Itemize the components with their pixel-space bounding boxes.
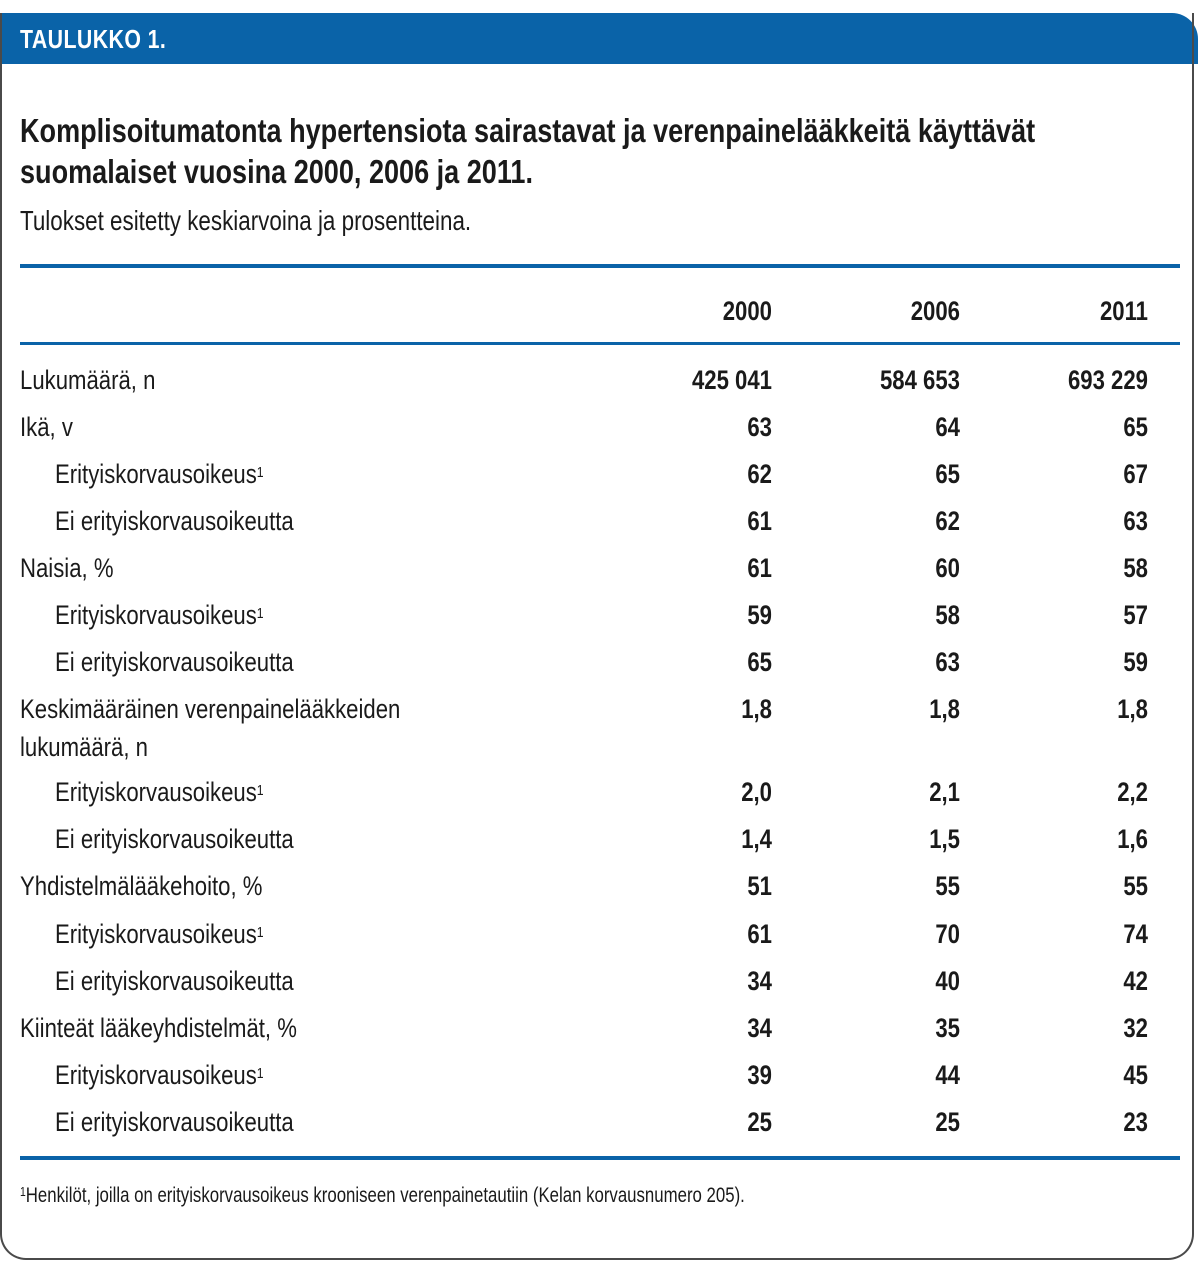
row-label: Erityiskorvausoikeus$^1$ <box>55 777 264 807</box>
footnote-marker: 1 <box>20 1184 26 1199</box>
table-row <box>0 868 1198 908</box>
cell-2011: 32 <box>1123 1013 1148 1043</box>
cell-2000: 61 <box>747 919 772 949</box>
cell-2011: 2,2 <box>1117 777 1148 807</box>
cell-2006: 35 <box>935 1013 960 1043</box>
footnote-marker: 1 <box>256 924 264 941</box>
cell-2011: 693 229 <box>1067 365 1148 395</box>
table-number-label: TAULUKKO 1. <box>20 24 167 54</box>
table-row <box>0 503 1198 543</box>
row-label: Keskimääräinen verenpainelääkkeiden <box>20 694 401 724</box>
column-header-row <box>0 293 1198 333</box>
top-rule <box>20 264 1180 268</box>
cell-2006: 62 <box>935 506 960 536</box>
cell-2000: 1,8 <box>741 694 772 724</box>
table-row <box>0 644 1198 684</box>
cell-2011: 55 <box>1123 871 1148 901</box>
row-label: Ei erityiskorvausoikeutta <box>55 647 294 677</box>
cell-2000: 2,0 <box>741 777 772 807</box>
cell-2000: 63 <box>747 412 772 442</box>
row-label: Kiinteät lääkeyhdistelmät, % <box>20 1013 297 1043</box>
cell-2011: 1,6 <box>1117 824 1148 854</box>
cell-2000: 1,4 <box>741 824 772 854</box>
row-label: Yhdistelmälääkehoito, % <box>20 871 263 901</box>
cell-2011: 57 <box>1123 600 1148 630</box>
cell-2006: 25 <box>935 1107 960 1137</box>
table-row <box>0 409 1198 449</box>
cell-2000: 34 <box>747 966 772 996</box>
table-row <box>0 821 1198 861</box>
row-label-continuation: lukumäärä, n <box>20 732 148 762</box>
cell-2006: 584 653 <box>879 365 960 395</box>
cell-2011: 74 <box>1123 919 1148 949</box>
cell-2011: 1,8 <box>1117 694 1148 724</box>
header-rule <box>20 342 1180 345</box>
table-row <box>0 774 1198 814</box>
cell-2011: 59 <box>1123 647 1148 677</box>
cell-2000: 51 <box>747 871 772 901</box>
table-title: Komplisoitumatonta hypertensiota sairastavat ja verenpainelääkkeitä käyttävät suomalaiset vuosina 2000, 2006 ja 2011. <box>20 112 1036 190</box>
table-subtitle: Tulokset esitetty keskiarvoina ja prosentteina. <box>20 205 472 236</box>
row-label: Erityiskorvausoikeus$^1$ <box>55 1060 264 1090</box>
cell-2000: 34 <box>747 1013 772 1043</box>
table-row <box>0 550 1198 590</box>
table-row <box>0 963 1198 1003</box>
row-label: Erityiskorvausoikeus$^1$ <box>55 600 264 630</box>
table-row <box>0 597 1198 637</box>
cell-2006: 60 <box>935 553 960 583</box>
table-row <box>0 691 1198 731</box>
cell-2006: 1,8 <box>929 694 960 724</box>
row-label: Ei erityiskorvausoikeutta <box>55 824 294 854</box>
column-header-2011: 2011 <box>1099 296 1148 326</box>
cell-2000: 25 <box>747 1107 772 1137</box>
cell-2011: 45 <box>1123 1060 1148 1090</box>
row-label: Lukumäärä, n <box>20 365 156 395</box>
footnote-text: Henkilöt, joilla on erityiskorvausoikeus krooniseen verenpainetautiin (Kelan korvausnumero 205). <box>25 1184 745 1207</box>
footnote-marker: 1 <box>256 1065 264 1082</box>
cell-2006: 63 <box>935 647 960 677</box>
table-row <box>0 1010 1198 1050</box>
cell-2000: 39 <box>747 1060 772 1090</box>
cell-2006: 44 <box>935 1060 960 1090</box>
row-label: Erityiskorvausoikeus$^1$ <box>55 459 264 489</box>
table-row <box>0 916 1198 956</box>
cell-2011: 42 <box>1123 966 1148 996</box>
footnote-marker: 1 <box>256 605 264 622</box>
cell-2000: 62 <box>747 459 772 489</box>
cell-2006: 58 <box>935 600 960 630</box>
cell-2011: 23 <box>1123 1107 1148 1137</box>
cell-2000: 65 <box>747 647 772 677</box>
table-row <box>0 1104 1198 1144</box>
table-footnote <box>20 1184 745 1208</box>
footnote-marker: 1 <box>256 464 264 481</box>
row-label: Ikä, v <box>20 412 73 442</box>
table-row <box>0 362 1198 402</box>
row-label: Naisia, % <box>20 553 114 583</box>
footnote-marker: 1 <box>256 782 264 799</box>
cell-2000: 61 <box>747 553 772 583</box>
cell-2006: 1,5 <box>929 824 960 854</box>
cell-2011: 65 <box>1123 412 1148 442</box>
row-label: Ei erityiskorvausoikeutta <box>55 966 294 996</box>
cell-2011: 63 <box>1123 506 1148 536</box>
cell-2000: 61 <box>747 506 772 536</box>
table-row <box>0 729 1198 769</box>
cell-2000: 59 <box>747 600 772 630</box>
cell-2006: 40 <box>935 966 960 996</box>
table-row <box>0 456 1198 496</box>
cell-2011: 67 <box>1123 459 1148 489</box>
table-row <box>0 1057 1198 1097</box>
column-header-2000: 2000 <box>722 296 772 326</box>
cell-2006: 70 <box>935 919 960 949</box>
cell-2011: 58 <box>1123 553 1148 583</box>
bottom-rule <box>20 1156 1180 1160</box>
cell-2006: 65 <box>935 459 960 489</box>
cell-2006: 2,1 <box>929 777 960 807</box>
cell-2006: 55 <box>935 871 960 901</box>
row-label: Ei erityiskorvausoikeutta <box>55 506 294 536</box>
row-label: Erityiskorvausoikeus$^1$ <box>55 919 264 949</box>
cell-2000: 425 041 <box>691 365 772 395</box>
row-label: Ei erityiskorvausoikeutta <box>55 1107 294 1137</box>
cell-2006: 64 <box>935 412 960 442</box>
column-header-2006: 2006 <box>910 296 960 326</box>
